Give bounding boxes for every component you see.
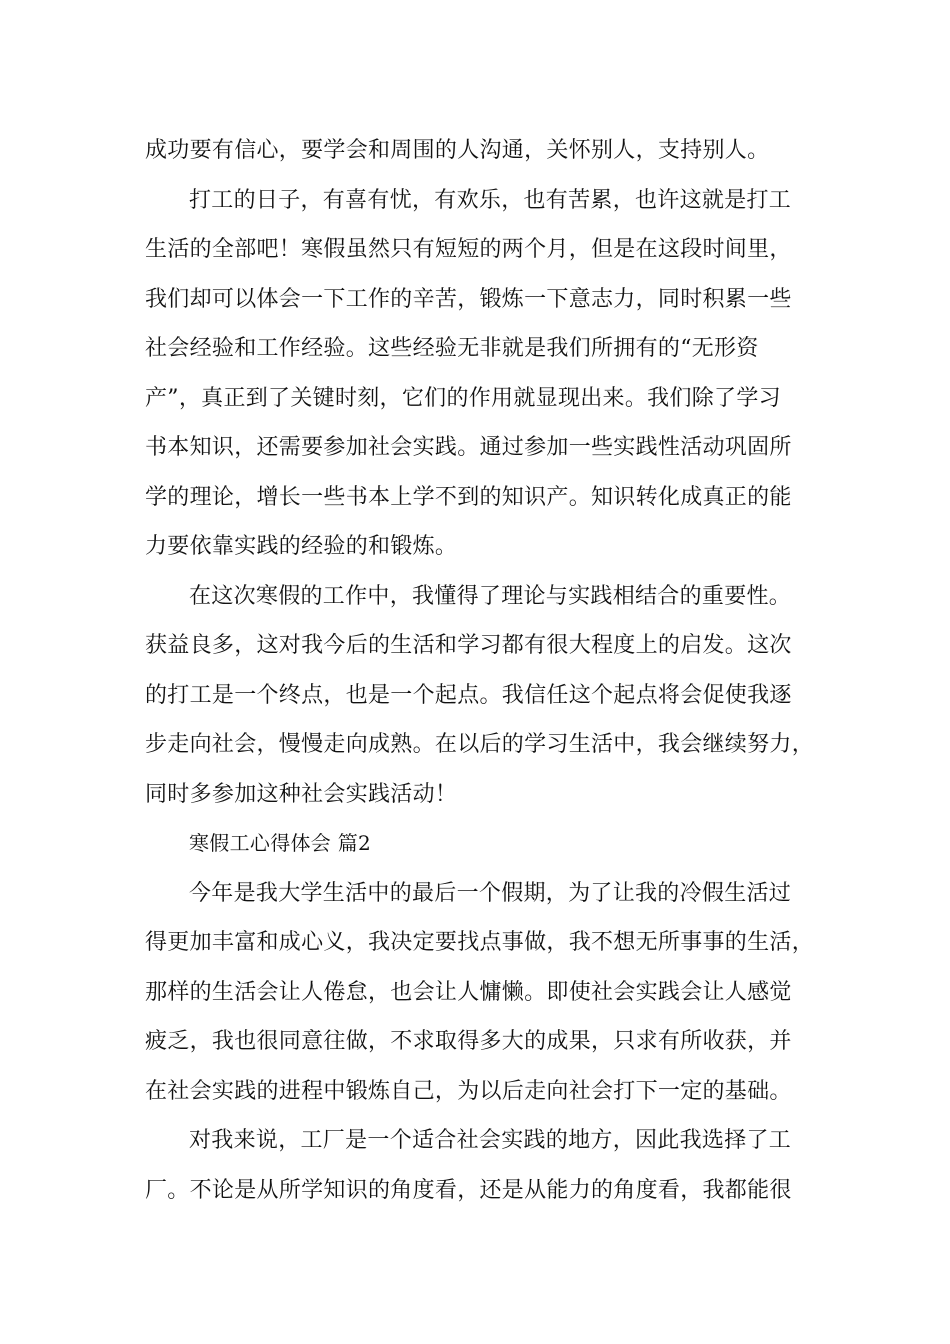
text-line: 那样的生活会让人倦怠，也会让人慵懒。即使社会实践会让人感觉 [145,979,792,1005]
text-line: 同时多参加这种社会实践活动！ [145,781,458,807]
paragraph-start-line: 在这次寒假的工作中，我懂得了理论与实践相结合的重要性。 [189,583,792,609]
paragraph-start-line: 对我来说，工厂是一个适合社会实践的地方，因此我选择了工 [189,1128,792,1153]
text-line: 力要依靠实践的经验的和锻炼。 [145,534,458,559]
text-line: 生活的全部吧！寒假虽然只有短短的两个月，但是在这段时间里， [145,237,792,262]
paragraph-start-line: 今年是我大学生活中的最后一个假期，为了让我的冷假生活过 [189,880,792,906]
text-line: 我们却可以体会一下工作的辛苦，锻炼一下意志力，同时积累一些 [145,286,792,312]
document-body [145,126,825,1215]
text-line: 在社会实践的进程中锻炼自己，为以后走向社会打下一定的基础。 [145,1078,792,1104]
text-line: 获益良多，这对我今后的生活和学习都有很大程度上的启发。这次 [145,633,792,658]
text-line: 社会经验和工作经验。这些经验无非就是我们所拥有的“无形资 [145,336,759,361]
text-line: 得更加丰富和成心义，我决定要找点事做，我不想无所事事的生活， [145,930,815,955]
text-line: 厂。不论是从所学知识的角度看，还是从能力的角度看，我都能很 [145,1177,792,1203]
text-line: 步走向社会，慢慢走向成熟。在以后的学习生活中，我会继续努力， [145,732,815,757]
text-line: 疲乏，我也很同意往做，不求取得多大的成果，只求有所收获，并 [145,1029,792,1054]
text-line: 书本知识，还需要参加社会实践。通过参加一些实践性活动巩固所 [145,435,792,460]
text-line: 学的理论，增长一些书本上学不到的知识产。知识转化成真正的能 [145,484,792,510]
text-line: 产”，真正到了关键时刻，它们的作用就显现出来。我们除了学习 [145,385,781,411]
section-heading: 寒假工心得体会 篇2 [189,831,372,855]
text-line: 的打工是一个终点，也是一个起点。我信任这个起点将会促使我逐 [145,682,792,708]
text-line: 成功要有信心，要学会和周围的人沟通，关怀别人，支持别人。 [145,138,770,163]
paragraph-start-line: 打工的日子，有喜有忧，有欢乐，也有苦累，也许这就是打工 [189,187,792,213]
